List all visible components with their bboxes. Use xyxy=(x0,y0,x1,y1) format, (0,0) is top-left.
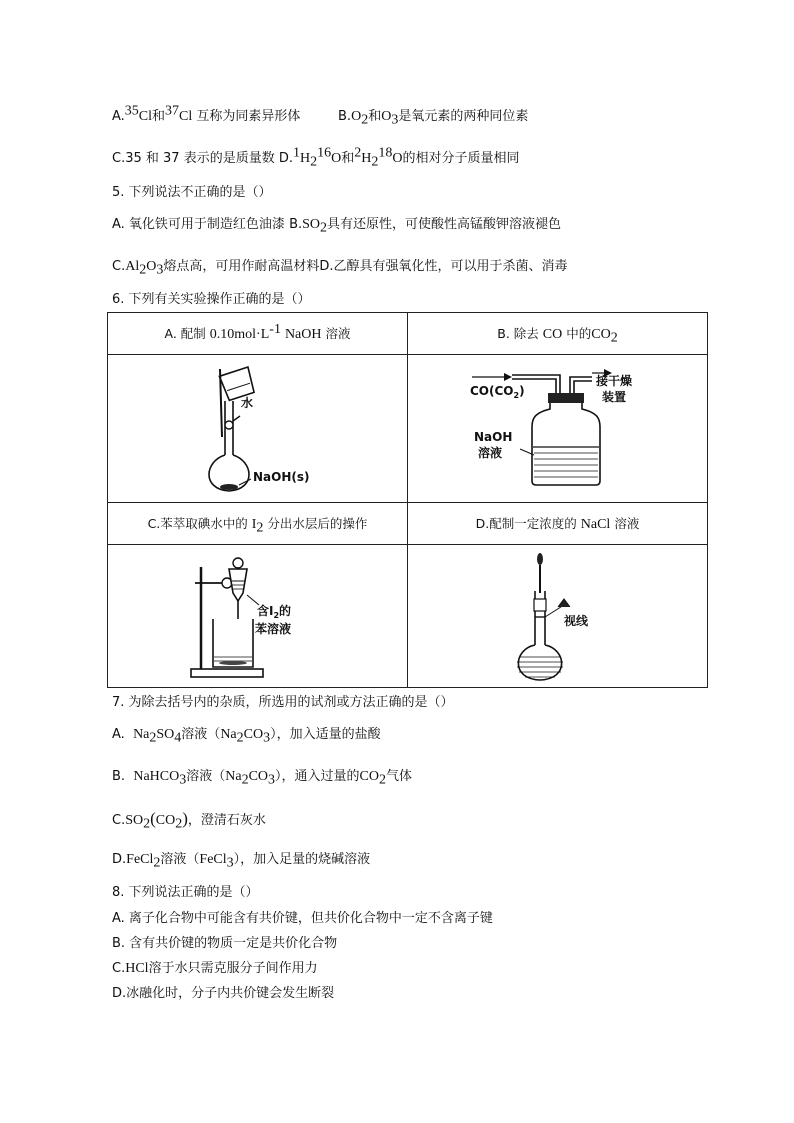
figure-b-gas-washing-bottle xyxy=(408,355,708,503)
label-water: 水 xyxy=(240,395,253,410)
q8-stem: 8. 下列说法正确的是（） xyxy=(112,885,259,900)
label-iodine-2: 苯溶液 xyxy=(254,622,291,636)
q7-stem: 7. 为除去括号内的杂质，所选用的试剂或方法正确的是（） xyxy=(112,695,454,710)
label-outlet-2: 装置 xyxy=(601,389,626,404)
label-naoh-1: NaOH xyxy=(473,429,512,444)
label-outlet-1: 接干燥 xyxy=(595,373,632,388)
q8-option-d: D.冰融化时，分子内共价键会发生断裂 xyxy=(112,986,335,1001)
q7-option-b: B. NaHCO$_3$溶液$(Na_2CO_3)$，通入过量的$CO_2$气体 xyxy=(112,769,412,788)
q8-option-a: A. 离子化合物中可能含有共价键，但共价化合物中一定不含离子键 xyxy=(112,911,493,926)
q6-stem: 6. 下列有关实验操作正确的是（） xyxy=(112,292,311,307)
label-iodine-1: 含$I_2$的 xyxy=(256,604,291,620)
figure-c-separatory-funnel xyxy=(108,545,408,688)
q4-option-b: $B.O_2$和$O_3$是氧元素的两种同位素 xyxy=(338,109,529,128)
q7-option-d: D.FeCl$_2$溶液（FeCl$_3$），加入足量的烧碱溶液 xyxy=(112,852,371,871)
q4-option-a: A.$^{35}$Cl和$^{37}$Cl 互称为同素异形体 xyxy=(112,103,301,124)
cell-a-title: A. 配制 $0.10mol\cdot L^{-1}$ NaOH 溶液 xyxy=(108,313,408,355)
label-naoh-2: 溶液 xyxy=(477,445,502,460)
q5-option-a-b: A. 氧化铁可用于制造红色油漆 $B.SO_2$具有还原性，可使酸性高锰酸钾溶液褪色 xyxy=(112,217,562,236)
cell-c-title: C.苯萃取碘水中的 $I_2$ 分出水层后的操作 xyxy=(108,503,408,545)
q8-option-b: B. 含有共价键的物质一定是共价化合物 xyxy=(112,936,338,951)
q7-option-a: A. $Na_2SO_4$溶液$(Na_2CO_3)$，加入适量的盐酸 xyxy=(112,727,381,746)
label-sight-line: 视线 xyxy=(563,614,588,628)
cell-d-title: D.配制一定浓度的 NaCl 溶液 xyxy=(408,503,708,545)
q5-stem: 5. 下列说法不正确的是（） xyxy=(112,185,272,200)
q8-option-c: C.HCl溶于水只需克服分子间作用力 xyxy=(112,961,318,976)
q7-option-c: $C.SO_2(CO_2)$，澄清石灰水 xyxy=(112,809,266,832)
label-naoh-solid: NaOH(s) xyxy=(252,469,309,484)
figure-a-volumetric-flask xyxy=(108,355,408,503)
figure-d-volumetric-flask-reading xyxy=(408,545,708,688)
cell-b-title: B. 除去 CO 中的$CO_2$ xyxy=(408,313,708,355)
q6-experiment-table xyxy=(107,312,708,688)
q4-option-c-d: C.35 和 37 表示的是质量数 $D.^1H_2^{16}O$和$^2H_2^{18}O$的相对分子质量相同 xyxy=(112,145,520,170)
label-gas-inlet: $CO(CO_2)$ xyxy=(469,383,525,400)
q5-option-c-d: $C.Al_2O_3$熔点高，可用作耐高温材料D.乙醇具有强氧化性，可以用于杀菌、消毒 xyxy=(112,259,568,278)
